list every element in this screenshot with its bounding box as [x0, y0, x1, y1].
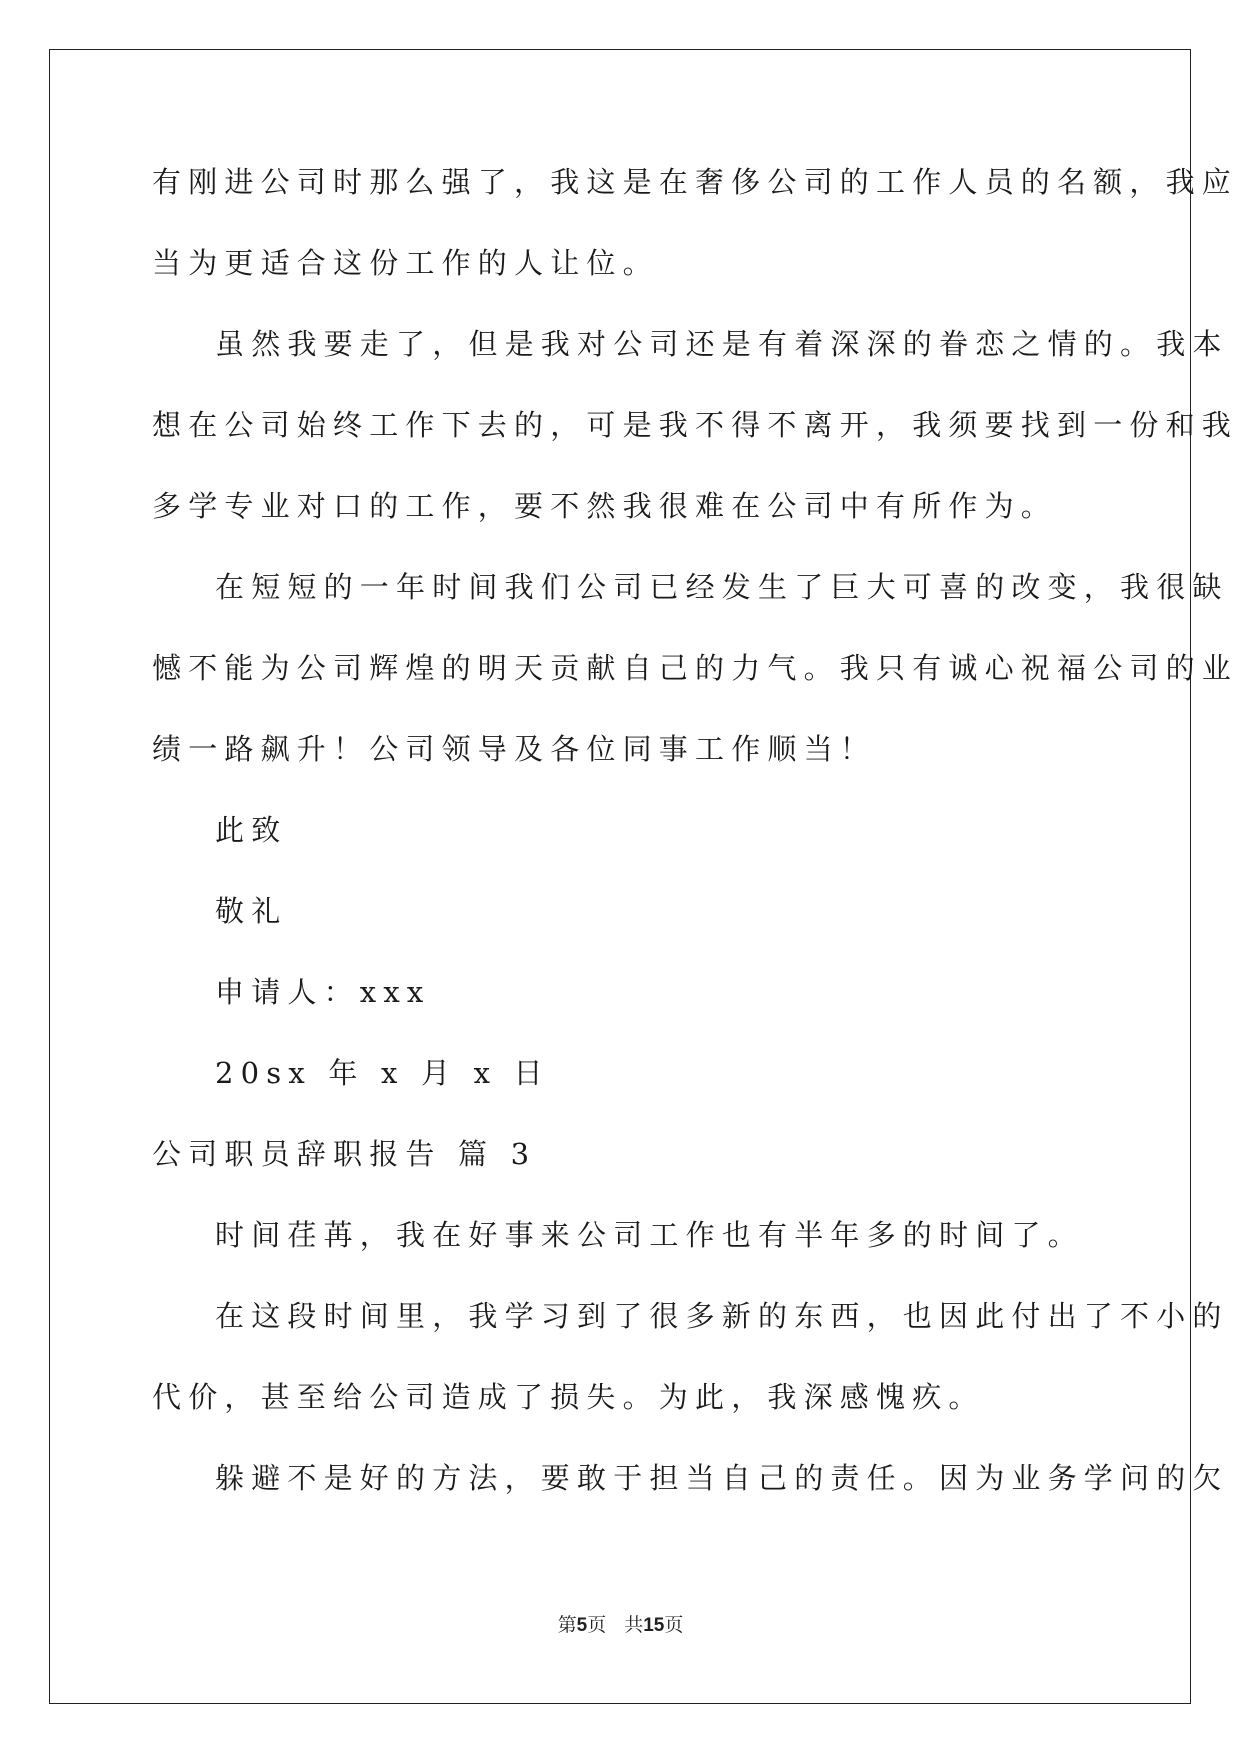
text-line: 代价，甚至给公司造成了损失。为此，我深感愧疚。	[152, 1380, 985, 1414]
paragraph-start: 躲避不是好的方法，要敢于担当自己的责任。因为业务学问的欠	[215, 1461, 1229, 1495]
text-line: 当为更适合这份工作的人让位。	[152, 246, 659, 280]
page-footer	[0, 1610, 1241, 1637]
section-heading: 公司职员辞职报告 篇 3	[152, 1137, 537, 1171]
closing-salutation: 此致	[215, 813, 288, 847]
paragraph-start: 时间荏苒，我在好事来公司工作也有半年多的时间了。	[215, 1218, 1084, 1252]
paragraph-start: 在这段时间里，我学习到了很多新的东西，也因此付出了不小的	[215, 1299, 1229, 1333]
document-body	[152, 162, 1239, 1539]
text-line: 憾不能为公司辉煌的明天贡献自己的力气。我只有诚心祝福公司的业	[152, 651, 1239, 685]
text-line: 想在公司始终工作下去的，可是我不得不离开，我须要找到一份和我	[152, 408, 1239, 442]
closing-regards: 敬礼	[215, 894, 288, 928]
paragraph-start: 在短短的一年时间我们公司已经发生了巨大可喜的改变，我很缺	[215, 570, 1229, 604]
total-pages: 15	[643, 1615, 665, 1636]
page-number: 5	[576, 1615, 588, 1636]
letter-date: 20sx 年 x 月 x 日	[215, 1056, 550, 1090]
applicant-signature: 申请人：xxx	[215, 975, 431, 1009]
text-line: 有刚进公司时那么强了，我这是在奢侈公司的工作人员的名额，我应	[152, 165, 1239, 199]
text-line: 绩一路飙升！公司领导及各位同事工作顺当！	[152, 732, 877, 766]
page-label: 第5页	[557, 1614, 607, 1636]
text-line: 多学专业对口的工作，要不然我很难在公司中有所作为。	[152, 489, 1058, 523]
paragraph-start: 虽然我要走了，但是我对公司还是有着深深的眷恋之情的。我本	[215, 327, 1229, 361]
total-pages-label: 共15页	[624, 1614, 684, 1636]
